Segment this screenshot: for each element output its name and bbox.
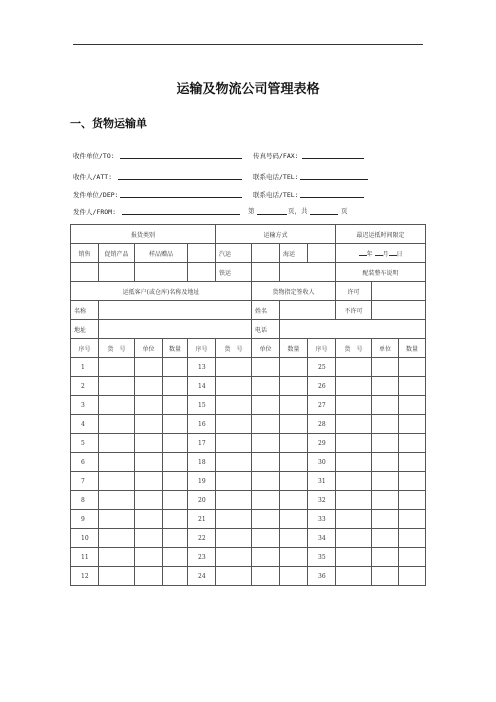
row-number: 13	[188, 358, 216, 377]
item-code-cell[interactable]	[336, 472, 372, 491]
row-number: 3	[71, 396, 99, 415]
quantity-cell[interactable]	[280, 529, 308, 548]
quantity-cell[interactable]	[163, 548, 188, 567]
row-number: 33	[308, 510, 336, 529]
page-suffix: 页	[341, 207, 348, 215]
quantity-cell[interactable]	[280, 358, 308, 377]
quantity-cell[interactable]	[399, 491, 426, 510]
item-code-cell[interactable]	[336, 434, 372, 453]
rail-option[interactable]: 铁运	[216, 263, 252, 282]
row-number: 30	[308, 453, 336, 472]
name-label: 名称	[71, 301, 99, 320]
table-row	[71, 377, 426, 396]
blank-cell[interactable]	[71, 263, 99, 282]
unit-cell[interactable]	[135, 377, 163, 396]
tel1-field[interactable]	[300, 179, 368, 180]
item-code-cell[interactable]	[99, 472, 135, 491]
quantity-cell[interactable]	[163, 358, 188, 377]
rail-check-cell[interactable]	[252, 263, 280, 282]
quantity-cell[interactable]	[163, 415, 188, 434]
item-code-cell[interactable]	[336, 453, 372, 472]
item-code-cell[interactable]	[216, 434, 252, 453]
quantity-cell[interactable]	[399, 396, 426, 415]
name-row	[71, 301, 426, 320]
type-blank-cell[interactable]	[188, 244, 216, 263]
item-code-cell[interactable]	[216, 377, 252, 396]
unit-cell[interactable]	[135, 396, 163, 415]
tel2-label: 联系电话/TEL:	[253, 191, 299, 199]
blank-cell[interactable]	[188, 263, 216, 282]
table-row	[71, 548, 426, 567]
col-header: 数量	[163, 339, 188, 358]
deadline-date-field[interactable]: 年 月 日	[336, 244, 426, 263]
unit-cell[interactable]	[252, 567, 280, 586]
table-row	[71, 396, 426, 415]
unit-cell[interactable]	[372, 567, 399, 586]
table-row	[71, 415, 426, 434]
unit-cell[interactable]	[135, 358, 163, 377]
unit-cell[interactable]	[252, 453, 280, 472]
no-permit-check-cell[interactable]	[372, 301, 426, 320]
row-number: 22	[188, 529, 216, 548]
unit-cell[interactable]	[135, 567, 163, 586]
item-code-cell[interactable]	[336, 491, 372, 510]
quantity-cell[interactable]	[163, 377, 188, 396]
item-code-cell[interactable]	[99, 377, 135, 396]
item-code-cell[interactable]	[336, 548, 372, 567]
item-code-cell[interactable]	[99, 548, 135, 567]
fax-label: 传真号码/FAX:	[253, 152, 299, 160]
item-code-cell[interactable]	[336, 396, 372, 415]
unit-cell[interactable]	[252, 396, 280, 415]
quantity-cell[interactable]	[399, 472, 426, 491]
dep-label: 发件单位/DEP:	[73, 191, 119, 199]
item-code-cell[interactable]	[336, 529, 372, 548]
col-header: 序号	[308, 339, 336, 358]
row-number: 28	[308, 415, 336, 434]
row-number: 15	[188, 396, 216, 415]
blank-cell[interactable]	[280, 263, 336, 282]
unit-cell[interactable]	[252, 358, 280, 377]
unit-cell[interactable]	[135, 434, 163, 453]
transport-header: 运输方式	[216, 225, 336, 244]
col-header: 数量	[399, 339, 426, 358]
quantity-cell[interactable]	[280, 434, 308, 453]
row-number: 32	[308, 491, 336, 510]
shipping-table	[70, 224, 426, 586]
unit-cell[interactable]	[135, 529, 163, 548]
row-number: 24	[188, 567, 216, 586]
quantity-cell[interactable]	[163, 434, 188, 453]
unit-cell[interactable]	[372, 548, 399, 567]
unit-cell[interactable]	[252, 472, 280, 491]
row-number: 4	[71, 415, 99, 434]
quantity-cell[interactable]	[280, 510, 308, 529]
unit-cell[interactable]	[252, 529, 280, 548]
blank-cell[interactable]	[99, 263, 135, 282]
to-label: 收件单位/TO:	[73, 152, 115, 160]
item-code-cell[interactable]	[99, 396, 135, 415]
item-code-cell[interactable]	[216, 453, 252, 472]
page-mid: 页，共	[288, 207, 308, 215]
quantity-cell[interactable]	[280, 415, 308, 434]
designated-signer: 货物指定签收人	[252, 282, 336, 301]
item-code-cell[interactable]	[99, 529, 135, 548]
item-code-cell[interactable]	[99, 510, 135, 529]
quantity-cell[interactable]	[399, 567, 426, 586]
sales-option[interactable]: 销售	[71, 244, 99, 263]
from-field[interactable]	[122, 214, 240, 215]
item-code-cell[interactable]	[216, 396, 252, 415]
table-row	[71, 472, 426, 491]
tel1-label: 联系电话/TEL:	[253, 173, 299, 181]
table-row	[71, 491, 426, 510]
quantity-cell[interactable]	[163, 472, 188, 491]
item-code-cell[interactable]	[216, 415, 252, 434]
row-number: 35	[308, 548, 336, 567]
row-number: 9	[71, 510, 99, 529]
section-heading: 一、货物运输单	[70, 117, 147, 130]
sample-option[interactable]: 样品赠品	[135, 244, 188, 263]
unit-cell[interactable]	[135, 453, 163, 472]
fax-field[interactable]	[302, 158, 364, 159]
sea-option[interactable]: 海运	[280, 244, 308, 263]
item-code-cell[interactable]	[99, 434, 135, 453]
row-number: 1	[71, 358, 99, 377]
address-label: 地址	[71, 320, 99, 339]
deadline-header: 最迟运抵时间限定	[336, 225, 426, 244]
unit-cell[interactable]	[372, 377, 399, 396]
row-number: 34	[308, 529, 336, 548]
unit-cell[interactable]	[135, 548, 163, 567]
item-code-cell[interactable]	[336, 358, 372, 377]
row-number: 14	[188, 377, 216, 396]
item-code-cell[interactable]	[216, 567, 252, 586]
truck-option[interactable]: 汽运	[216, 244, 252, 263]
unit-cell[interactable]	[252, 510, 280, 529]
consignee-header-row	[71, 282, 426, 301]
item-code-cell[interactable]	[99, 453, 135, 472]
unit-cell[interactable]	[372, 453, 399, 472]
row-number: 21	[188, 510, 216, 529]
person-name-label: 姓名	[252, 301, 280, 320]
unit-cell[interactable]	[372, 358, 399, 377]
row-number: 10	[71, 529, 99, 548]
row-number: 7	[71, 472, 99, 491]
item-code-cell[interactable]	[336, 510, 372, 529]
quantity-cell[interactable]	[399, 434, 426, 453]
row-number: 16	[188, 415, 216, 434]
table-row	[71, 567, 426, 586]
row-number: 20	[188, 491, 216, 510]
page-prefix: 第	[248, 207, 255, 215]
sea-check-cell[interactable]	[308, 244, 336, 263]
item-code-cell[interactable]	[99, 491, 135, 510]
type-header-row	[71, 225, 426, 244]
col-header: 数量	[280, 339, 308, 358]
unit-cell[interactable]	[372, 434, 399, 453]
unit-cell[interactable]	[252, 434, 280, 453]
col-header: 货 号	[216, 339, 252, 358]
unit-cell[interactable]	[252, 377, 280, 396]
row-number: 2	[71, 377, 99, 396]
unit-cell[interactable]	[135, 415, 163, 434]
permit-label: 许可	[336, 282, 372, 301]
quantity-cell[interactable]	[163, 510, 188, 529]
address-row	[71, 320, 426, 339]
table-row	[71, 510, 426, 529]
table-row	[71, 453, 426, 472]
phone-label: 电话	[252, 320, 280, 339]
unit-cell[interactable]	[135, 510, 163, 529]
quantity-cell[interactable]	[280, 548, 308, 567]
from-label: 发件人/FROM:	[73, 208, 116, 216]
quantity-cell[interactable]	[399, 548, 426, 567]
unit-cell[interactable]	[372, 529, 399, 548]
col-header: 单位	[252, 339, 280, 358]
person-name-field[interactable]	[280, 301, 336, 320]
unit-cell[interactable]	[135, 491, 163, 510]
quantity-cell[interactable]	[280, 453, 308, 472]
row-number: 29	[308, 434, 336, 453]
item-code-cell[interactable]	[216, 491, 252, 510]
page-title: 运输及物流公司管理表格	[176, 82, 320, 97]
permit-check-cell[interactable]	[372, 282, 426, 301]
item-code-cell[interactable]	[336, 415, 372, 434]
item-code-cell[interactable]	[216, 548, 252, 567]
col-header: 单位	[135, 339, 163, 358]
unit-cell[interactable]	[372, 415, 399, 434]
address-field[interactable]	[99, 320, 252, 339]
page-number-field[interactable]	[257, 214, 287, 215]
item-rows	[71, 358, 426, 586]
item-code-cell[interactable]	[216, 358, 252, 377]
column-header-row	[71, 339, 426, 358]
unit-cell[interactable]	[372, 396, 399, 415]
item-code-cell[interactable]	[336, 377, 372, 396]
table-row	[71, 529, 426, 548]
truck-check-cell[interactable]	[252, 244, 280, 263]
unit-cell[interactable]	[372, 510, 399, 529]
row-number: 17	[188, 434, 216, 453]
quantity-cell[interactable]	[163, 567, 188, 586]
item-code-cell[interactable]	[99, 415, 135, 434]
unit-cell[interactable]	[252, 415, 280, 434]
row-number: 5	[71, 434, 99, 453]
row-number: 36	[308, 567, 336, 586]
item-code-cell[interactable]	[216, 472, 252, 491]
quantity-cell[interactable]	[399, 529, 426, 548]
quantity-cell[interactable]	[399, 510, 426, 529]
unit-cell[interactable]	[372, 491, 399, 510]
quantity-cell[interactable]	[163, 491, 188, 510]
quantity-cell[interactable]	[280, 491, 308, 510]
row-number: 11	[71, 548, 99, 567]
row-number: 26	[308, 377, 336, 396]
quantity-cell[interactable]	[163, 453, 188, 472]
unit-cell[interactable]	[252, 548, 280, 567]
header-rule	[73, 44, 423, 45]
phone-field[interactable]	[280, 320, 426, 339]
consignee-title: 运抵客户(或仓库)名称及地址	[71, 282, 252, 301]
item-code-cell[interactable]	[99, 567, 135, 586]
item-code-cell[interactable]	[99, 358, 135, 377]
col-header: 货 号	[336, 339, 372, 358]
no-permit-label: 不许可	[336, 301, 372, 320]
quantity-cell[interactable]	[399, 453, 426, 472]
row-number: 12	[71, 567, 99, 586]
att-label: 收件人/ATT:	[73, 173, 113, 181]
promo-option[interactable]: 促销产品	[99, 244, 135, 263]
unit-cell[interactable]	[135, 472, 163, 491]
loading-note: 配装整车说明	[336, 263, 426, 282]
quantity-cell[interactable]	[399, 415, 426, 434]
table-row	[71, 434, 426, 453]
row-number: 18	[188, 453, 216, 472]
blank-cell[interactable]	[135, 263, 188, 282]
quantity-cell[interactable]	[163, 396, 188, 415]
type-options-row	[71, 244, 426, 263]
page-total-field[interactable]	[310, 214, 338, 215]
row-number: 8	[71, 491, 99, 510]
col-header: 序号	[71, 339, 99, 358]
report-type-header: 报货类别	[71, 225, 216, 244]
dep-field[interactable]	[120, 197, 242, 198]
row-number: 25	[308, 358, 336, 377]
col-header: 序号	[188, 339, 216, 358]
table-row	[71, 358, 426, 377]
item-code-cell[interactable]	[336, 567, 372, 586]
tel2-field[interactable]	[300, 197, 364, 198]
item-code-cell[interactable]	[216, 510, 252, 529]
row-number: 23	[188, 548, 216, 567]
col-header: 单位	[372, 339, 399, 358]
row-number: 27	[308, 396, 336, 415]
col-header: 货 号	[99, 339, 135, 358]
quantity-cell[interactable]	[280, 472, 308, 491]
to-field[interactable]	[120, 158, 242, 159]
quantity-cell[interactable]	[399, 377, 426, 396]
unit-cell[interactable]	[372, 472, 399, 491]
quantity-cell[interactable]	[280, 396, 308, 415]
item-code-cell[interactable]	[216, 529, 252, 548]
row-number: 31	[308, 472, 336, 491]
row-number: 6	[71, 453, 99, 472]
quantity-cell[interactable]	[399, 358, 426, 377]
row-number: 19	[188, 472, 216, 491]
quantity-cell[interactable]	[163, 529, 188, 548]
quantity-cell[interactable]	[280, 567, 308, 586]
att-field[interactable]	[118, 179, 242, 180]
unit-cell[interactable]	[252, 491, 280, 510]
quantity-cell[interactable]	[280, 377, 308, 396]
name-field[interactable]	[99, 301, 252, 320]
rail-row	[71, 263, 426, 282]
